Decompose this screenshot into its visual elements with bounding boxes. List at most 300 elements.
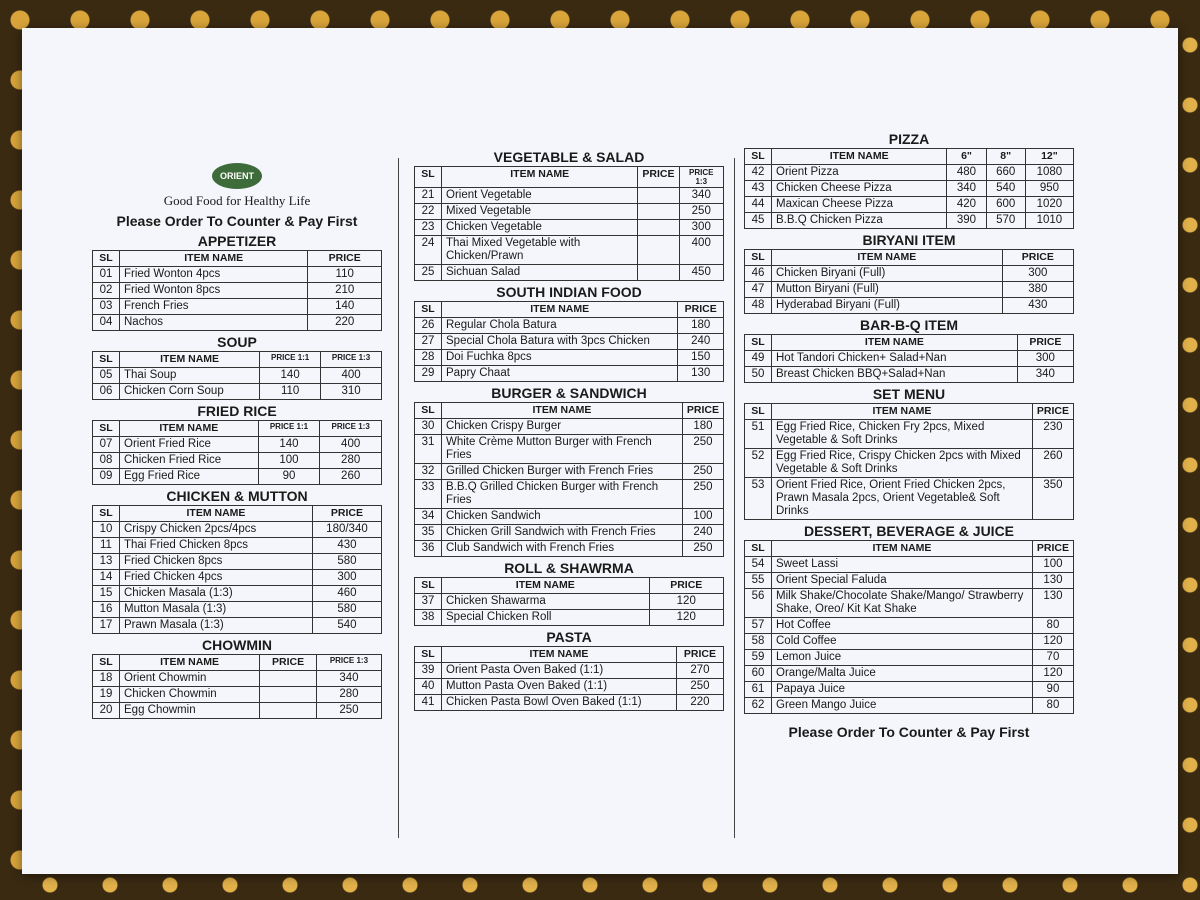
price-cell: 220 bbox=[308, 315, 382, 331]
table-row bbox=[93, 554, 382, 570]
column-header: SL bbox=[415, 647, 442, 663]
price-cell: 140 bbox=[260, 368, 321, 384]
column-header: 6" bbox=[947, 149, 986, 165]
price-cell: 130 bbox=[1032, 573, 1073, 589]
section-pizza bbox=[744, 131, 1074, 229]
item-name-cell: Orient Pizza bbox=[772, 165, 947, 181]
serial-cell: 60 bbox=[745, 666, 772, 682]
item-name-cell: Crispy Chicken 2pcs/4pcs bbox=[120, 522, 313, 538]
column-header: SL bbox=[745, 335, 772, 351]
serial-cell: 50 bbox=[745, 367, 772, 383]
table-row bbox=[415, 525, 724, 541]
item-name-cell: Thai Soup bbox=[120, 368, 260, 384]
serial-cell: 19 bbox=[93, 687, 120, 703]
serial-cell: 24 bbox=[415, 236, 442, 265]
column-header: SL bbox=[93, 421, 120, 437]
price-cell: 130 bbox=[678, 366, 724, 382]
menu-sheet bbox=[22, 28, 1178, 874]
serial-cell: 25 bbox=[415, 265, 442, 281]
menu-table bbox=[92, 250, 382, 331]
item-name-cell: Lemon Juice bbox=[772, 650, 1033, 666]
price-cell: 90 bbox=[1032, 682, 1073, 698]
price-cell: 400 bbox=[320, 437, 382, 453]
item-name-cell: Sichuan Salad bbox=[442, 265, 638, 281]
item-name-cell: Mutton Biryani (Full) bbox=[772, 282, 1003, 298]
serial-cell: 29 bbox=[415, 366, 442, 382]
section-soup bbox=[92, 334, 382, 400]
price-cell: 70 bbox=[1032, 650, 1073, 666]
column-header: PRICE bbox=[682, 403, 723, 419]
table-row bbox=[93, 618, 382, 634]
table-row bbox=[745, 634, 1074, 650]
price-cell: 400 bbox=[321, 368, 382, 384]
section-biryani bbox=[744, 232, 1074, 314]
price-cell: 280 bbox=[320, 453, 382, 469]
table-row bbox=[745, 573, 1074, 589]
column-header: SL bbox=[93, 251, 120, 267]
column-header: PRICE 1:1 bbox=[260, 352, 321, 368]
table-row bbox=[745, 367, 1074, 383]
item-name-cell: Egg Chowmin bbox=[120, 703, 260, 719]
price-cell: 120 bbox=[1032, 634, 1073, 650]
price-cell: 310 bbox=[321, 384, 382, 400]
serial-cell: 45 bbox=[745, 213, 772, 229]
column-header: SL bbox=[745, 250, 772, 266]
column-divider bbox=[734, 158, 735, 838]
price-cell: 240 bbox=[682, 525, 723, 541]
item-name-cell: Orient Fried Rice, Orient Fried Chicken 2pcs, Prawn Masala 2pcs, Orient Vegetable& Soft Drinks bbox=[772, 478, 1033, 520]
price-cell bbox=[260, 703, 317, 719]
price-cell bbox=[638, 236, 679, 265]
price-cell: 600 bbox=[986, 197, 1025, 213]
column-header: ITEM NAME bbox=[442, 167, 638, 188]
item-name-cell: Special Chicken Roll bbox=[442, 610, 650, 626]
price-cell bbox=[260, 687, 317, 703]
table-row bbox=[745, 589, 1074, 618]
serial-cell: 56 bbox=[745, 589, 772, 618]
table-row bbox=[415, 220, 724, 236]
item-name-cell: White Crème Mutton Burger with French Fries bbox=[442, 435, 683, 464]
table-row bbox=[745, 165, 1074, 181]
item-name-cell: Chicken Sandwich bbox=[442, 509, 683, 525]
price-cell: 340 bbox=[679, 188, 724, 204]
item-name-cell: B.B.Q Chicken Pizza bbox=[772, 213, 947, 229]
serial-cell: 41 bbox=[415, 695, 442, 711]
serial-cell: 55 bbox=[745, 573, 772, 589]
price-cell: 390 bbox=[947, 213, 986, 229]
price-cell: 1080 bbox=[1025, 165, 1073, 181]
item-name-cell: Cold Coffee bbox=[772, 634, 1033, 650]
price-cell: 540 bbox=[312, 618, 381, 634]
section-dessert bbox=[744, 523, 1074, 714]
table-row bbox=[93, 437, 382, 453]
column-header: PRICE bbox=[1032, 404, 1073, 420]
serial-cell: 26 bbox=[415, 318, 442, 334]
serial-cell: 21 bbox=[415, 188, 442, 204]
price-cell bbox=[260, 671, 317, 687]
column-header: ITEM NAME bbox=[120, 352, 260, 368]
price-cell: 90 bbox=[258, 469, 320, 485]
column-header: SL bbox=[415, 403, 442, 419]
column-middle bbox=[414, 146, 724, 711]
serial-cell: 04 bbox=[93, 315, 120, 331]
item-name-cell: Breast Chicken BBQ+Salad+Nan bbox=[772, 367, 1018, 383]
item-name-cell: Orient Special Faluda bbox=[772, 573, 1033, 589]
serial-cell: 34 bbox=[415, 509, 442, 525]
table-row bbox=[745, 181, 1074, 197]
column-header: ITEM NAME bbox=[442, 302, 678, 318]
table-row bbox=[745, 420, 1074, 449]
table-row bbox=[93, 687, 382, 703]
column-header: PRICE bbox=[1032, 541, 1073, 557]
column-header: SL bbox=[415, 578, 442, 594]
section-south-indian bbox=[414, 284, 724, 382]
table-row bbox=[415, 265, 724, 281]
table-row bbox=[93, 538, 382, 554]
item-name-cell: Egg Fried Rice, Chicken Fry 2pcs, Mixed Vegetable & Soft Drinks bbox=[772, 420, 1033, 449]
serial-cell: 35 bbox=[415, 525, 442, 541]
item-name-cell: Papry Chaat bbox=[442, 366, 678, 382]
price-cell: 110 bbox=[260, 384, 321, 400]
table-row bbox=[415, 594, 724, 610]
table-row bbox=[93, 267, 382, 283]
serial-cell: 03 bbox=[93, 299, 120, 315]
section-title: SOUP bbox=[217, 334, 257, 350]
price-cell: 340 bbox=[316, 671, 381, 687]
table-row bbox=[745, 351, 1074, 367]
price-cell: 250 bbox=[682, 480, 723, 509]
column-header: PRICE 1:3 bbox=[320, 421, 382, 437]
serial-cell: 23 bbox=[415, 220, 442, 236]
table-row bbox=[93, 368, 382, 384]
item-name-cell: Orange/Malta Juice bbox=[772, 666, 1033, 682]
table-row bbox=[415, 204, 724, 220]
price-cell: 950 bbox=[1025, 181, 1073, 197]
price-cell bbox=[638, 265, 679, 281]
serial-cell: 48 bbox=[745, 298, 772, 314]
item-name-cell: Chicken Chowmin bbox=[120, 687, 260, 703]
section-barbq bbox=[744, 317, 1074, 383]
price-cell: 420 bbox=[947, 197, 986, 213]
price-cell: 300 bbox=[679, 220, 724, 236]
footer-notice: Please Order To Counter & Pay First bbox=[788, 724, 1030, 740]
table-row bbox=[745, 213, 1074, 229]
item-name-cell: Mutton Pasta Oven Baked (1:1) bbox=[442, 679, 677, 695]
serial-cell: 36 bbox=[415, 541, 442, 557]
table-row bbox=[93, 586, 382, 602]
table-row bbox=[745, 557, 1074, 573]
item-name-cell: Orient Fried Rice bbox=[120, 437, 259, 453]
item-name-cell: Thai Mixed Vegetable with Chicken/Prawn bbox=[442, 236, 638, 265]
item-name-cell: Green Mango Juice bbox=[772, 698, 1033, 714]
serial-cell: 01 bbox=[93, 267, 120, 283]
table-row bbox=[415, 541, 724, 557]
table-row bbox=[415, 236, 724, 265]
serial-cell: 58 bbox=[745, 634, 772, 650]
serial-cell: 32 bbox=[415, 464, 442, 480]
table-row bbox=[745, 650, 1074, 666]
table-row bbox=[93, 469, 382, 485]
column-right bbox=[744, 128, 1074, 740]
item-name-cell: Maxican Cheese Pizza bbox=[772, 197, 947, 213]
price-cell: 130 bbox=[1032, 589, 1073, 618]
table-row bbox=[93, 384, 382, 400]
item-name-cell: Fried Wonton 4pcs bbox=[120, 267, 308, 283]
section-title: BIRYANI ITEM bbox=[862, 232, 956, 248]
price-cell: 180 bbox=[682, 419, 723, 435]
item-name-cell: Hyderabad Biryani (Full) bbox=[772, 298, 1003, 314]
table-row bbox=[415, 366, 724, 382]
price-cell: 380 bbox=[1002, 282, 1073, 298]
serial-cell: 14 bbox=[93, 570, 120, 586]
table-row bbox=[415, 509, 724, 525]
column-header: SL bbox=[415, 167, 442, 188]
serial-cell: 11 bbox=[93, 538, 120, 554]
section-title: APPETIZER bbox=[197, 233, 277, 249]
column-header: PRICE bbox=[676, 647, 723, 663]
serial-cell: 43 bbox=[745, 181, 772, 197]
column-header: SL bbox=[745, 404, 772, 420]
table-row bbox=[415, 663, 724, 679]
item-name-cell: Regular Chola Batura bbox=[442, 318, 678, 334]
table-row bbox=[93, 522, 382, 538]
section-title: BURGER & SANDWICH bbox=[491, 385, 647, 401]
price-cell: 240 bbox=[678, 334, 724, 350]
serial-cell: 06 bbox=[93, 384, 120, 400]
serial-cell: 15 bbox=[93, 586, 120, 602]
item-name-cell: Chicken Crispy Burger bbox=[442, 419, 683, 435]
table-row bbox=[745, 478, 1074, 520]
item-name-cell: Special Chola Batura with 3pcs Chicken bbox=[442, 334, 678, 350]
column-header: ITEM NAME bbox=[772, 250, 1003, 266]
section-chowmin bbox=[92, 637, 382, 719]
price-cell: 460 bbox=[312, 586, 381, 602]
price-cell: 100 bbox=[258, 453, 320, 469]
column-header: PRICE bbox=[308, 251, 382, 267]
item-name-cell: Fried Wonton 8pcs bbox=[120, 283, 308, 299]
column-header: ITEM NAME bbox=[772, 541, 1033, 557]
price-cell: 80 bbox=[1032, 698, 1073, 714]
order-notice: Please Order To Counter & Pay First bbox=[116, 213, 358, 229]
table-row bbox=[415, 480, 724, 509]
table-row bbox=[93, 453, 382, 469]
price-cell: 340 bbox=[947, 181, 986, 197]
item-name-cell: Papaya Juice bbox=[772, 682, 1033, 698]
price-cell: 350 bbox=[1032, 478, 1073, 520]
serial-cell: 51 bbox=[745, 420, 772, 449]
section-title: PIZZA bbox=[888, 131, 930, 147]
item-name-cell: Orient Vegetable bbox=[442, 188, 638, 204]
column-header: PRICE bbox=[638, 167, 679, 188]
table-row bbox=[745, 266, 1074, 282]
item-name-cell: Hot Coffee bbox=[772, 618, 1033, 634]
table-row bbox=[745, 698, 1074, 714]
menu-table bbox=[92, 420, 382, 485]
table-row bbox=[415, 318, 724, 334]
menu-table bbox=[414, 646, 724, 711]
price-cell: 570 bbox=[986, 213, 1025, 229]
serial-cell: 30 bbox=[415, 419, 442, 435]
column-header: PRICE bbox=[649, 578, 724, 594]
menu-table bbox=[414, 166, 724, 281]
item-name-cell: Chicken Corn Soup bbox=[120, 384, 260, 400]
price-cell bbox=[638, 220, 679, 236]
serial-cell: 42 bbox=[745, 165, 772, 181]
price-cell: 230 bbox=[1032, 420, 1073, 449]
column-header: PRICE bbox=[312, 506, 381, 522]
section-title: PASTA bbox=[546, 629, 592, 645]
section-fried-rice bbox=[92, 403, 382, 485]
serial-cell: 16 bbox=[93, 602, 120, 618]
menu-table bbox=[744, 249, 1074, 314]
serial-cell: 28 bbox=[415, 350, 442, 366]
tagline: Good Food for Healthy Life bbox=[163, 193, 311, 208]
item-name-cell: Chicken Pasta Bowl Oven Baked (1:1) bbox=[442, 695, 677, 711]
item-name-cell: Prawn Masala (1:3) bbox=[120, 618, 313, 634]
table-row bbox=[745, 618, 1074, 634]
item-name-cell: Egg Fried Rice bbox=[120, 469, 259, 485]
price-cell: 250 bbox=[682, 464, 723, 480]
table-row bbox=[415, 419, 724, 435]
table-row bbox=[93, 299, 382, 315]
section-vegetable-salad bbox=[414, 149, 724, 281]
section-chicken-mutton bbox=[92, 488, 382, 634]
price-cell: 580 bbox=[312, 554, 381, 570]
menu-table bbox=[92, 505, 382, 634]
table-row bbox=[415, 435, 724, 464]
serial-cell: 61 bbox=[745, 682, 772, 698]
table-row bbox=[745, 298, 1074, 314]
table-row bbox=[93, 671, 382, 687]
table-row bbox=[93, 703, 382, 719]
table-row bbox=[93, 570, 382, 586]
item-name-cell: Fried Chicken 4pcs bbox=[120, 570, 313, 586]
item-name-cell: Nachos bbox=[120, 315, 308, 331]
table-row bbox=[415, 464, 724, 480]
serial-cell: 27 bbox=[415, 334, 442, 350]
price-cell bbox=[638, 188, 679, 204]
section-title: SET MENU bbox=[872, 386, 946, 402]
item-name-cell: Club Sandwich with French Fries bbox=[442, 541, 683, 557]
serial-cell: 07 bbox=[93, 437, 120, 453]
item-name-cell: Chicken Shawarma bbox=[442, 594, 650, 610]
item-name-cell: Doi Fuchka 8pcs bbox=[442, 350, 678, 366]
price-cell: 80 bbox=[1032, 618, 1073, 634]
item-name-cell: Thai Fried Chicken 8pcs bbox=[120, 538, 313, 554]
column-header: ITEM NAME bbox=[442, 578, 650, 594]
column-header: PRICE bbox=[260, 655, 317, 671]
item-name-cell: Chicken Fried Rice bbox=[120, 453, 259, 469]
price-cell: 260 bbox=[1032, 449, 1073, 478]
column-header: PRICE 1:1 bbox=[258, 421, 320, 437]
item-name-cell: Fried Chicken 8pcs bbox=[120, 554, 313, 570]
serial-cell: 22 bbox=[415, 204, 442, 220]
serial-cell: 37 bbox=[415, 594, 442, 610]
serial-cell: 47 bbox=[745, 282, 772, 298]
price-cell: 250 bbox=[679, 204, 724, 220]
price-cell: 250 bbox=[682, 435, 723, 464]
serial-cell: 20 bbox=[93, 703, 120, 719]
price-cell: 1010 bbox=[1025, 213, 1073, 229]
serial-cell: 02 bbox=[93, 283, 120, 299]
item-name-cell: Hot Tandori Chicken+ Salad+Nan bbox=[772, 351, 1018, 367]
column-header: ITEM NAME bbox=[772, 335, 1018, 351]
table-row bbox=[93, 283, 382, 299]
table-row bbox=[745, 682, 1074, 698]
price-cell: 140 bbox=[258, 437, 320, 453]
section-title: ROLL & SHAWRMA bbox=[504, 560, 634, 576]
item-name-cell: B.B.Q Grilled Chicken Burger with French Fries bbox=[442, 480, 683, 509]
item-name-cell: Chicken Grill Sandwich with French Fries bbox=[442, 525, 683, 541]
table-row bbox=[415, 679, 724, 695]
serial-cell: 46 bbox=[745, 266, 772, 282]
price-cell: 250 bbox=[676, 679, 723, 695]
price-cell: 140 bbox=[308, 299, 382, 315]
table-row bbox=[415, 334, 724, 350]
column-header: PRICE 1:3 bbox=[321, 352, 382, 368]
item-name-cell: Chicken Biryani (Full) bbox=[772, 266, 1003, 282]
column-header: PRICE 1:3 bbox=[316, 655, 381, 671]
column-header: SL bbox=[745, 541, 772, 557]
item-name-cell: French Fries bbox=[120, 299, 308, 315]
column-header: 8" bbox=[986, 149, 1025, 165]
column-header: ITEM NAME bbox=[120, 251, 308, 267]
item-name-cell: Mixed Vegetable bbox=[442, 204, 638, 220]
column-header: PRICE 1:3 bbox=[679, 167, 724, 188]
price-cell: 250 bbox=[316, 703, 381, 719]
column-header: ITEM NAME bbox=[120, 655, 260, 671]
column-header: ITEM NAME bbox=[442, 403, 683, 419]
menu-table bbox=[92, 351, 382, 400]
price-cell: 1020 bbox=[1025, 197, 1073, 213]
column-header: 12" bbox=[1025, 149, 1073, 165]
price-cell: 100 bbox=[1032, 557, 1073, 573]
price-cell: 580 bbox=[312, 602, 381, 618]
section-title: FRIED RICE bbox=[197, 403, 277, 419]
column-header: SL bbox=[415, 302, 442, 318]
serial-cell: 53 bbox=[745, 478, 772, 520]
price-cell: 150 bbox=[678, 350, 724, 366]
column-header: SL bbox=[93, 506, 120, 522]
serial-cell: 62 bbox=[745, 698, 772, 714]
price-cell: 260 bbox=[320, 469, 382, 485]
table-row bbox=[415, 350, 724, 366]
menu-table bbox=[744, 334, 1074, 383]
price-cell: 220 bbox=[676, 695, 723, 711]
column-header: ITEM NAME bbox=[772, 404, 1033, 420]
column-header: ITEM NAME bbox=[772, 149, 947, 165]
price-cell: 180/340 bbox=[312, 522, 381, 538]
item-name-cell: Grilled Chicken Burger with French Fries bbox=[442, 464, 683, 480]
serial-cell: 33 bbox=[415, 480, 442, 509]
price-cell: 110 bbox=[308, 267, 382, 283]
menu-table bbox=[744, 148, 1074, 229]
column-header: PRICE bbox=[1017, 335, 1073, 351]
section-title: CHICKEN & MUTTON bbox=[166, 488, 308, 504]
price-cell: 660 bbox=[986, 165, 1025, 181]
item-name-cell: Sweet Lassi bbox=[772, 557, 1033, 573]
item-name-cell: Orient Pasta Oven Baked (1:1) bbox=[442, 663, 677, 679]
price-cell: 450 bbox=[679, 265, 724, 281]
serial-cell: 49 bbox=[745, 351, 772, 367]
section-burger-sandwich bbox=[414, 385, 724, 557]
menu-table bbox=[414, 402, 724, 557]
serial-cell: 18 bbox=[93, 671, 120, 687]
logo: ORIENT bbox=[212, 163, 262, 189]
price-cell: 120 bbox=[1032, 666, 1073, 682]
price-cell: 270 bbox=[676, 663, 723, 679]
serial-cell: 08 bbox=[93, 453, 120, 469]
